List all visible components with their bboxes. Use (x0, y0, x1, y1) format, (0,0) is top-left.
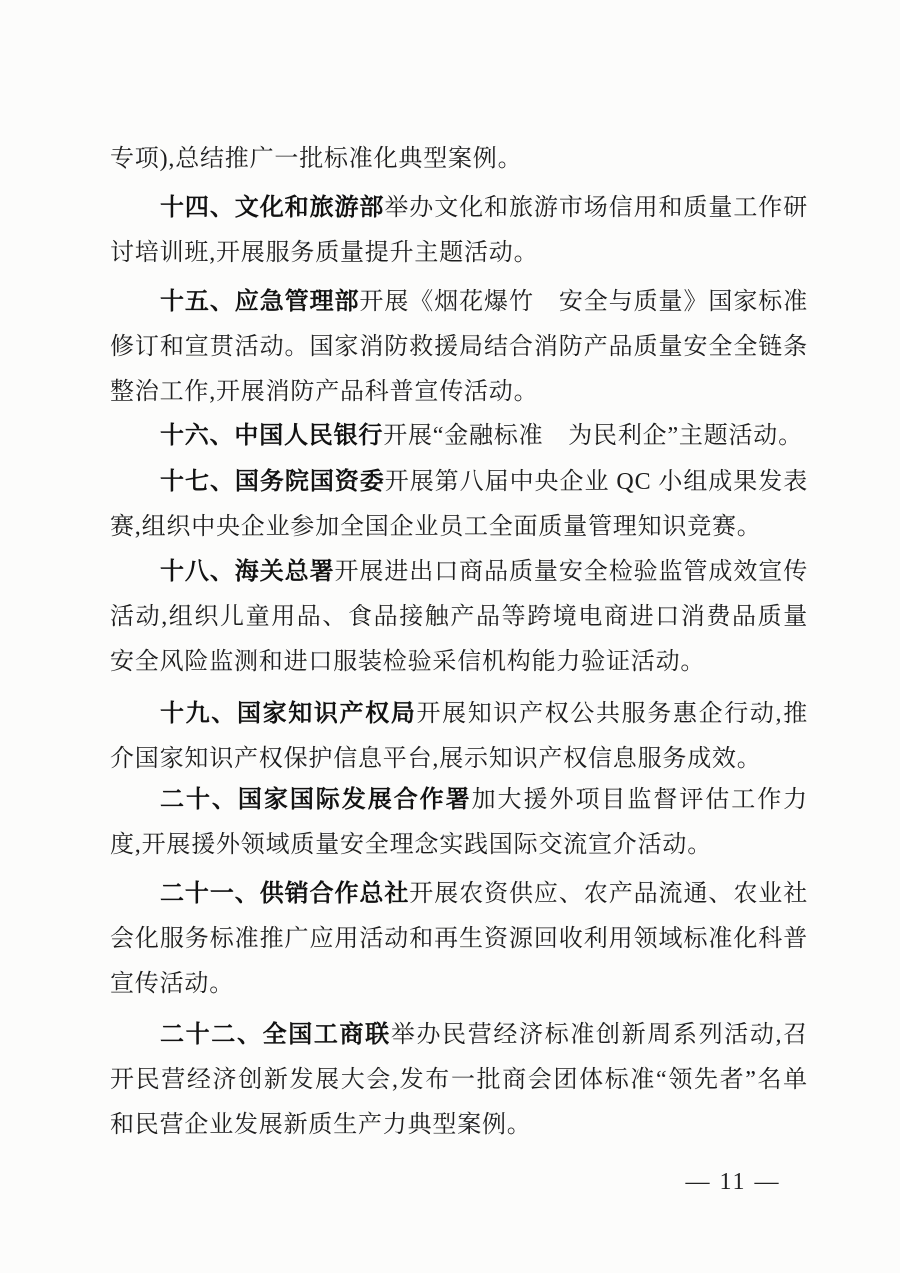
paragraph-item-17 (110, 459, 808, 550)
paragraph-text: 专项),总结推广一批标准化典型案例。 (110, 146, 523, 172)
agency-heading: 十五、应急管理部 (160, 288, 360, 315)
paragraph-continuation (110, 137, 808, 182)
paragraph-text: 开展知识产权公共服务惠企行动,推介国家知识产权保护信息平台,展示知识产权信息服务成效。 (110, 701, 808, 772)
paragraph-item-22 (110, 1012, 808, 1148)
paragraph-item-19 (110, 691, 808, 782)
paragraph-text: 开展第八届中央企业 QC 小组成果发表赛,组织中央企业参加全国企业员工全面质量管理知识竞赛。 (110, 469, 808, 540)
agency-heading: 十九、国家知识产权局 (160, 700, 417, 727)
paragraph-text: 开展进出口商品质量安全检验监管成效宣传活动,组织儿童用品、食品接触产品等跨境电商进口消费品质量安全风险监测和进口服装检验采信机构能力验证活动。 (110, 559, 808, 675)
agency-heading: 二十二、全国工商联 (160, 1021, 391, 1048)
agency-heading: 十四、文化和旅游部 (160, 194, 385, 221)
page-number: — 11 — (685, 1169, 781, 1195)
paragraph-text: 加大援外项目监督评估工作力度,开展援外领域质量安全理念实践国际交流宣介活动。 (110, 787, 808, 858)
paragraph-item-15 (110, 279, 808, 415)
paragraph-item-21 (110, 871, 808, 1007)
paragraph-text: 举办民营经济标准创新周系列活动,召开民营经济创新发展大会,发布一批商会团体标准“领先者”名单和民营企业发展新质生产力典型案例。 (110, 1022, 808, 1138)
paragraph-text: 开展农资供应、农产品流通、农业社会化服务标准推广应用活动和再生资源回收利用领域标准化科普宣传活动。 (110, 881, 808, 997)
paragraph-text: 举办文化和旅游市场信用和质量工作研讨培训班,开展服务质量提升主题活动。 (110, 195, 808, 266)
paragraph-item-20 (110, 777, 808, 868)
agency-heading: 二十、国家国际发展合作署 (160, 786, 472, 813)
agency-heading: 十六、中国人民银行 (160, 422, 384, 449)
document-body (110, 0, 808, 1273)
paragraph-item-14 (110, 185, 808, 276)
paragraph-text: 开展《烟花爆竹 安全与质量》国家标准修订和宣贯活动。国家消防救援局结合消防产品质量安全全链条整治工作,开展消防产品科普宣传活动。 (110, 289, 808, 405)
paragraph-item-16 (110, 413, 808, 459)
agency-heading: 十八、海关总署 (160, 558, 335, 585)
paragraph-item-18 (110, 549, 808, 685)
agency-heading: 二十一、供销合作总社 (160, 880, 410, 907)
agency-heading: 十七、国务院国资委 (160, 468, 385, 495)
paragraph-text: 开展“金融标准 为民利企”主题活动。 (383, 423, 803, 449)
